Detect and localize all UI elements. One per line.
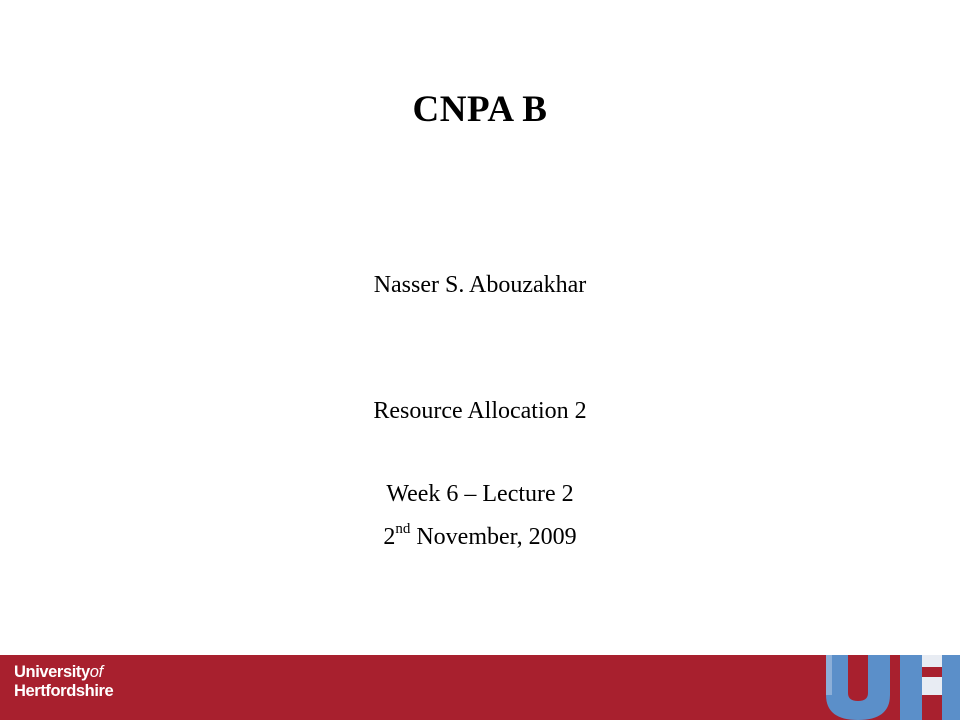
footer-band [0,655,960,720]
logo-word-of: of [89,663,103,681]
author-name: Nasser S. Abouzakhar [373,272,587,298]
uh-logo-mark-icon [820,655,960,720]
logo-line-1 [14,663,113,682]
logo-word-university: University [14,663,90,681]
lecture-date [0,521,960,551]
week-lecture: Week 6 – Lecture 2 [386,481,574,507]
lecture-topic: Resource Allocation 2 [373,398,587,424]
logo-line-2: Hertfordshire [14,682,114,700]
date-rest: November, 2009 [410,524,577,550]
date-day: 2 [383,524,396,550]
slide-title: CNPA B [412,89,548,130]
university-logo [14,663,113,701]
date-ordinal-suffix: nd [395,521,411,537]
